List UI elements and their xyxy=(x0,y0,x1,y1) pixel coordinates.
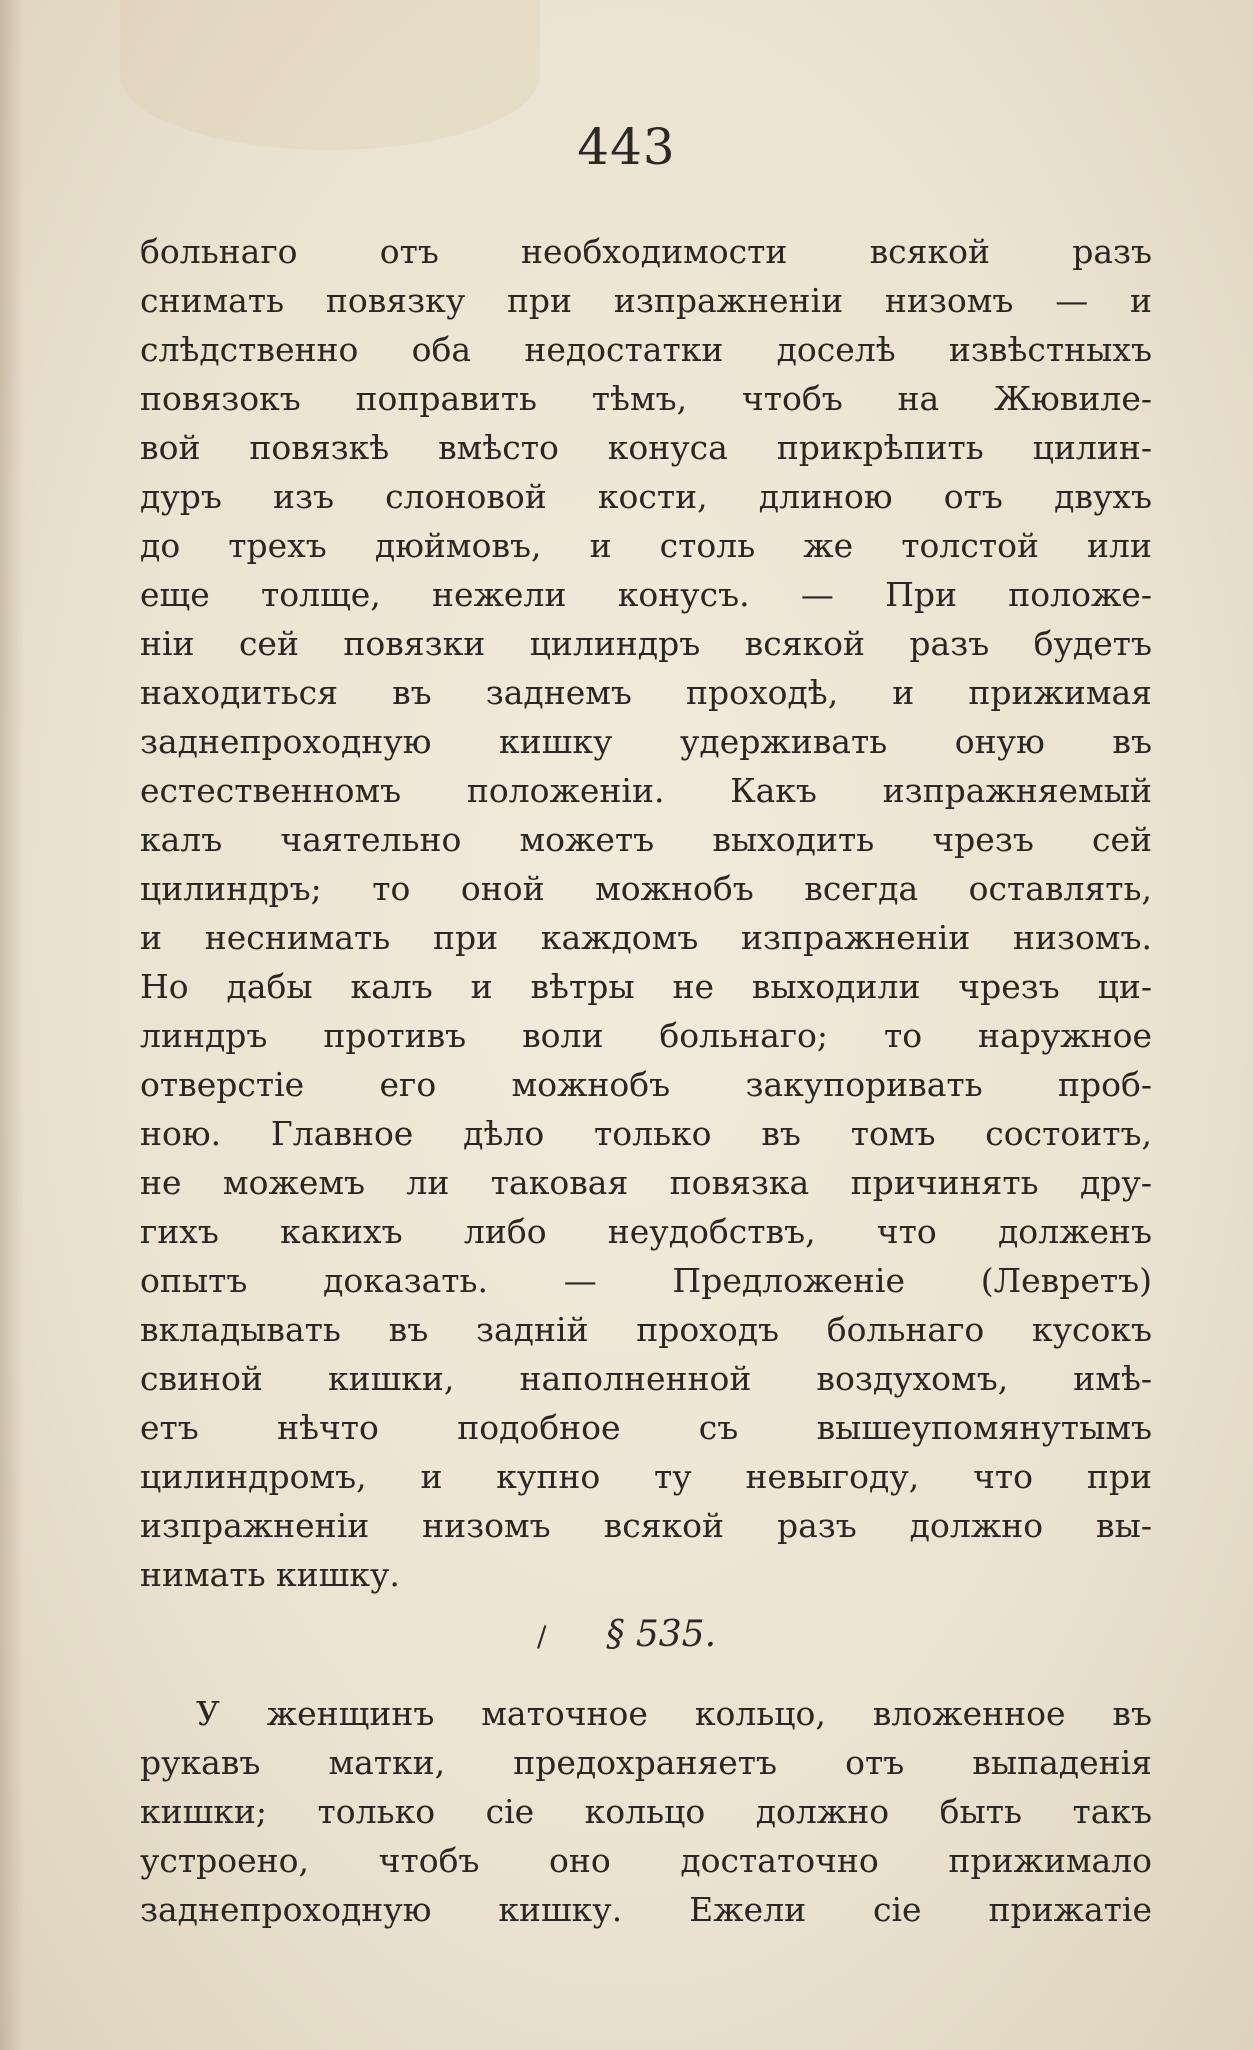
text-line: заднепроходную кишку. Ежели сіе прижатіе xyxy=(140,1890,1152,1929)
text-line: калъ чаятельно можетъ выходить чрезъ сей xyxy=(140,820,1152,859)
text-line: нимать кишку. xyxy=(140,1555,400,1594)
text-line: линдръ противъ воли больнаго; то наружное xyxy=(140,1016,1152,1055)
text-line: цилиндромъ, и купно ту невыгоду, что при xyxy=(140,1457,1152,1496)
text-line: У женщинъ маточное кольцо, вложенное въ xyxy=(196,1694,1152,1733)
text-line: Но дабы калъ и вѣтры не выходили чрезъ ци- xyxy=(140,967,1152,1006)
section-mark: / xyxy=(536,1620,547,1653)
text-line: рукавъ матки, предохраняетъ отъ выпаденія xyxy=(140,1743,1152,1782)
text-line: и неснимать при каждомъ изпражненіи низомъ. xyxy=(140,918,1152,957)
section-number: § 535. xyxy=(606,1614,717,1655)
text-line: находиться въ заднемъ проходѣ, и прижимая xyxy=(140,673,1152,712)
text-line: больнаго отъ необходимости всякой разъ xyxy=(140,232,1152,271)
text-line: свиной кишки, наполненной воздухомъ, имѣ- xyxy=(140,1359,1152,1398)
text-line: до трехъ дюймовъ, и столь же толстой или xyxy=(140,526,1152,565)
text-line: еще толще, нежели конусъ. — При положе- xyxy=(140,575,1152,614)
text-line: вкладывать въ задній проходъ больнаго кусокъ xyxy=(140,1310,1152,1349)
text-line: снимать повязку при изпражненіи низомъ — и xyxy=(140,281,1152,320)
text-line: дуръ изъ слоновой кости, длиною отъ двухъ xyxy=(140,477,1152,516)
section-heading xyxy=(0,1614,1253,1655)
text-line: заднепроходную кишку удерживать оную въ xyxy=(140,722,1152,761)
text-line: отверстіе его можнобъ закупоривать проб- xyxy=(140,1065,1152,1104)
text-line: естественномъ положеніи. Какъ изпражняемый xyxy=(140,771,1152,810)
text-line: етъ нѣчто подобное съ вышеупомянутымъ xyxy=(140,1408,1152,1447)
text-line: не можемъ ли таковая повязка причинять дру- xyxy=(140,1163,1152,1202)
text-line: опытъ доказать. — Предложеніе (Левретъ) xyxy=(140,1261,1152,1300)
text-line: ніи сей повязки цилиндръ всякой разъ будетъ xyxy=(140,624,1152,663)
text-line: слѣдственно оба недостатки доселѣ извѣстныхъ xyxy=(140,330,1152,369)
text-line: изпражненіи низомъ всякой разъ должно вы- xyxy=(140,1506,1152,1545)
binding-shadow xyxy=(0,0,24,2050)
text-line: ною. Главное дѣло только въ томъ состоитъ, xyxy=(140,1114,1152,1153)
text-line: повязокъ поправить тѣмъ, чтобъ на Жювиле- xyxy=(140,379,1152,418)
text-line: вой повязкѣ вмѣсто конуса прикрѣпить цилин- xyxy=(140,428,1152,467)
text-line: устроено, чтобъ оно достаточно прижимало xyxy=(140,1841,1152,1880)
text-line: кишки; только сіе кольцо должно быть такъ xyxy=(140,1792,1152,1831)
text-line: цилиндръ; то оной можнобъ всегда оставлять, xyxy=(140,869,1152,908)
page-number: 443 xyxy=(577,118,676,176)
text-line: гихъ какихъ либо неудобствъ, что долженъ xyxy=(140,1212,1152,1251)
